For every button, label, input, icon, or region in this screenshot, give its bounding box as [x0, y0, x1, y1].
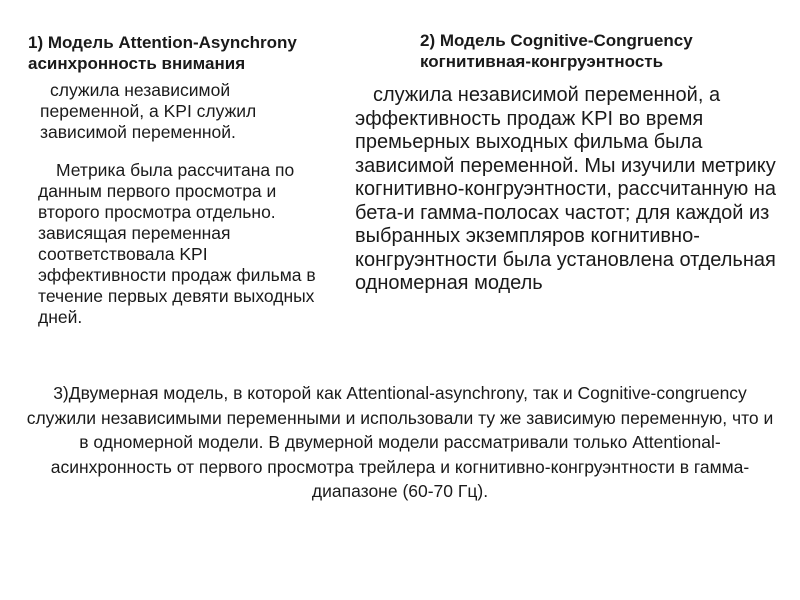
model1-paragraph2-text: Метрика была рассчитана по данным первого просмотра и второго просмотра отдельно. зависящая переменная соответствовала KPI эффективности продаж фильма в течение первых девяти выходных дней. — [38, 160, 316, 327]
model1-paragraph1 — [40, 80, 330, 143]
model2-heading-line1: 2) Модель Cognitive-Congruency — [420, 31, 693, 50]
model1-heading-line2: асинхронность внимания — [28, 54, 246, 73]
model1-heading — [28, 32, 358, 74]
model2-paragraph — [355, 84, 790, 296]
model2-paragraph-text: служила независимой переменной, а эффективность продаж KPI во время премьерных выходных фильма была зависимой переменной. Мы изучили метрику когнитивно-конгруэнтности, рассчитанную на бета-и гамма-полосах частот; для каждой из выбранных экземпляров когнитивно-конгруэнтности была установлена отдельная одномерная модель — [355, 84, 777, 294]
model2-heading — [420, 30, 780, 72]
model3-paragraph: 3)Двумерная модель, в которой как Attentional-asynchrony, так и Cognitive-congruency служили независимыми переменными и использовали ту же зависимую переменную, что и в одномерной модели. В двумерной модели рассматривали только Attentional-асинхронность от первого просмотра трейлера и когнитивно-конгруэнтности в гамма-диапазоне (60-70 Гц). — [26, 383, 774, 501]
model1-heading-line1: 1) Модель Attention-Asynchrony — [28, 33, 297, 52]
model2-heading-line2: когнитивная-конгруэнтность — [420, 52, 664, 71]
model1-paragraph2 — [38, 160, 338, 328]
model1-paragraph1-text: служила независимой переменной, а KPI служил зависимой переменной. — [40, 80, 257, 142]
